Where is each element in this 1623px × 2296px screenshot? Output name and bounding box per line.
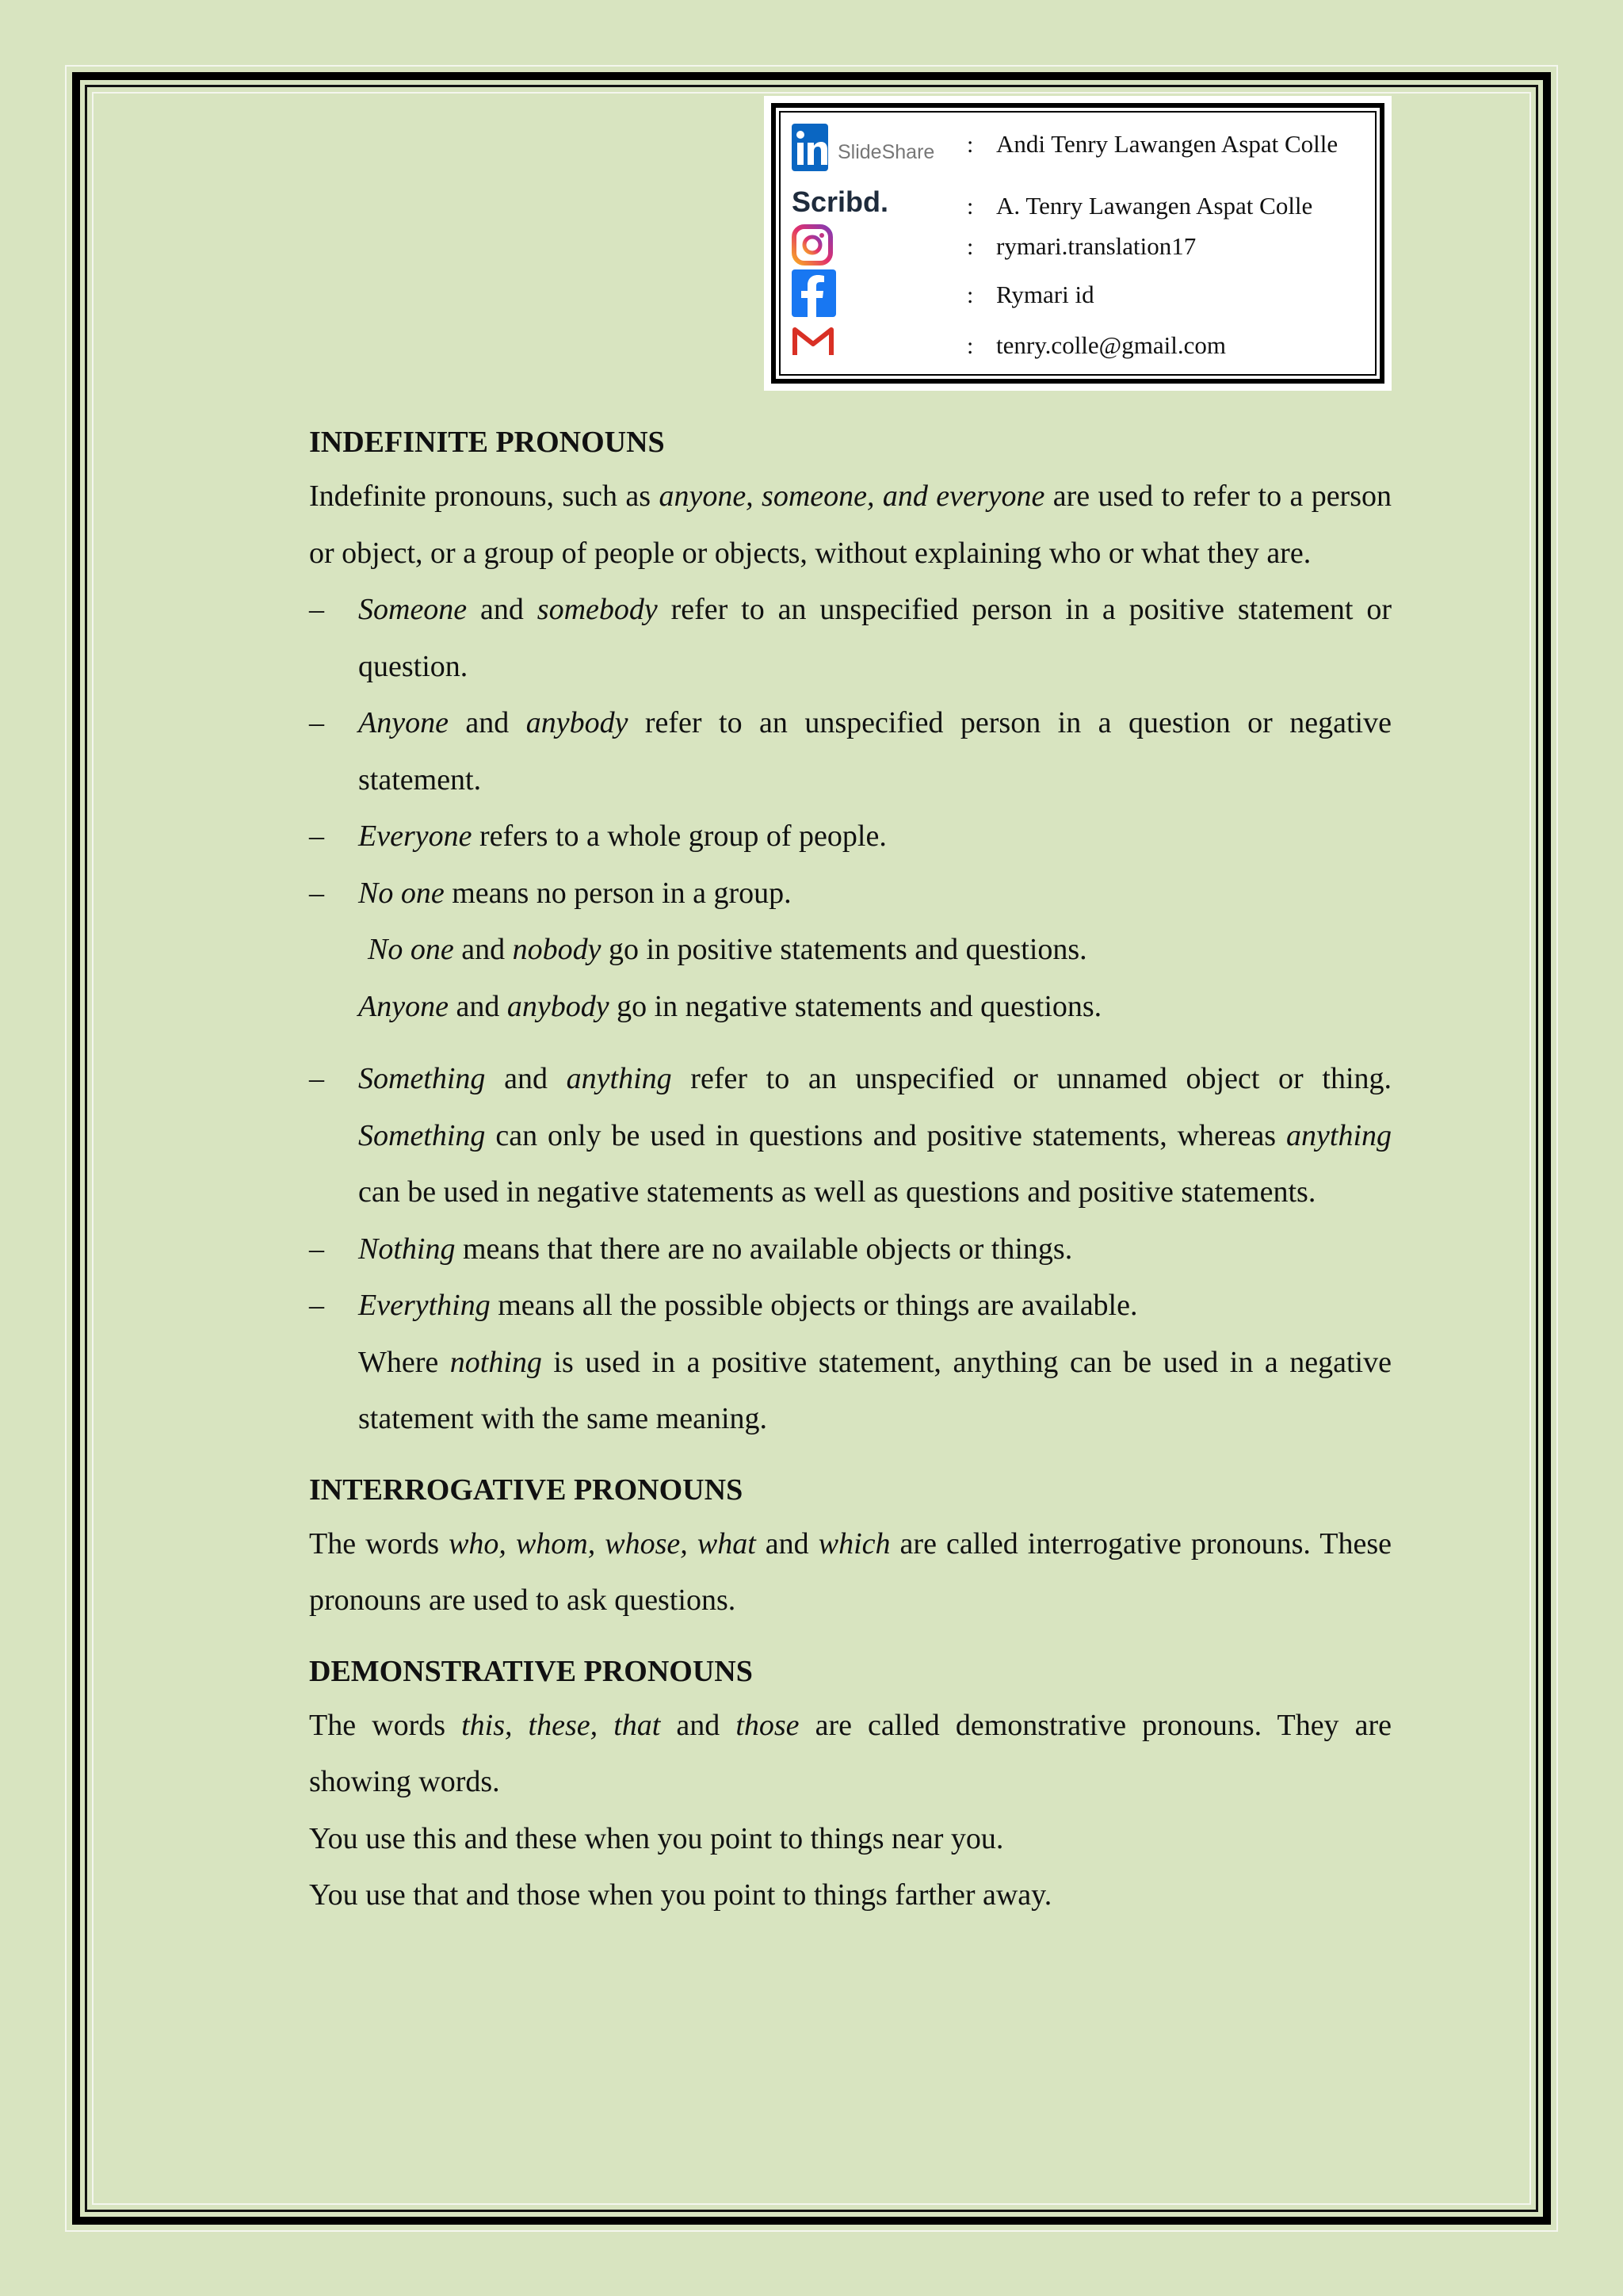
list-item-nothing: – Nothing means that there are no available objects or things. bbox=[309, 1232, 1073, 1266]
list-item-everyone: – Everyone refers to a whole group of people. bbox=[309, 819, 887, 853]
linkedin-icon bbox=[792, 124, 828, 175]
contact-facebook-name: Rymari id bbox=[996, 281, 1094, 308]
line-this-these: You use this and these when you point to things near you. bbox=[309, 1821, 1004, 1855]
list-item-anyone: – Anyone and anybody refer to an unspecified person in a question or negative statement. bbox=[309, 706, 1392, 797]
contact-row-scribd bbox=[781, 185, 1375, 225]
contact-scribd-name: A. Tenry Lawangen Aspat Colle bbox=[996, 192, 1313, 220]
paragraph-demonstrative: The words this, these, that and those are called demonstrative pronouns. They are showing words. bbox=[309, 1708, 1392, 1798]
heading-indefinite-pronouns: INDEFINITE PRONOUNS bbox=[309, 426, 665, 459]
contact-instagram-handle: rymari.translation17 bbox=[996, 232, 1197, 260]
contact-row-gmail bbox=[781, 325, 1375, 365]
document-body bbox=[309, 416, 1392, 1924]
line-that-those: You use that and those when you point to things farther away. bbox=[309, 1878, 1052, 1912]
paragraph-indefinite-intro: Indefinite pronouns, such as anyone, someone, and everyone are used to refer to a person or object, or a group of people or objects, without explaining who or what they are. bbox=[309, 479, 1392, 570]
contact-row-instagram bbox=[781, 226, 1375, 266]
contact-email: tenry.colle@gmail.com bbox=[996, 331, 1226, 359]
scribd-icon: Scribd. bbox=[792, 185, 889, 218]
list-item-no-one: – No one means no person in a group. bbox=[309, 876, 792, 910]
list-item-someone: – Someone and somebody refer to an unspecified person in a positive statement or question. bbox=[309, 593, 1392, 683]
contact-card bbox=[764, 96, 1392, 391]
list-item-something: – Something and anything refer to an unspecified or unnamed object or thing. Something can only be used in questions and positive statements, whereas anything can be used in negative statements as well as questions and positive statements. bbox=[309, 1062, 1392, 1209]
separator-colon: : bbox=[967, 132, 974, 158]
paragraph-interrogative: The words who, whom, whose, what and which are called interrogative pronouns. These pronouns are used to ask questions. bbox=[309, 1526, 1392, 1617]
gmail-icon bbox=[792, 325, 834, 361]
separator-colon: : bbox=[967, 282, 974, 308]
list-item-everything: – Everything means all the possible objects or things are available. bbox=[309, 1289, 1138, 1322]
contact-slideshare-name: Andi Tenry Lawangen Aspat Colle bbox=[996, 130, 1338, 158]
heading-interrogative-pronouns: INTERROGATIVE PRONOUNS bbox=[309, 1473, 743, 1507]
slideshare-label: SlideShare bbox=[838, 141, 935, 163]
instagram-icon bbox=[792, 224, 833, 269]
separator-colon: : bbox=[967, 193, 974, 220]
note-nothing-anything: Where nothing is used in a positive statement, anything can be used in a negative statement with the same meaning. bbox=[358, 1345, 1392, 1435]
note-no-one-nobody: No one and nobody go in positive statements and questions. bbox=[368, 933, 1087, 966]
facebook-icon bbox=[792, 269, 836, 321]
contact-row-slideshare bbox=[781, 124, 1375, 163]
separator-colon: : bbox=[967, 333, 974, 359]
separator-colon: : bbox=[967, 234, 974, 260]
note-anyone-anybody: Anyone and anybody go in negative statements and questions. bbox=[358, 989, 1102, 1023]
contact-row-facebook bbox=[781, 274, 1375, 314]
heading-demonstrative-pronouns: DEMONSTRATIVE PRONOUNS bbox=[309, 1654, 753, 1688]
